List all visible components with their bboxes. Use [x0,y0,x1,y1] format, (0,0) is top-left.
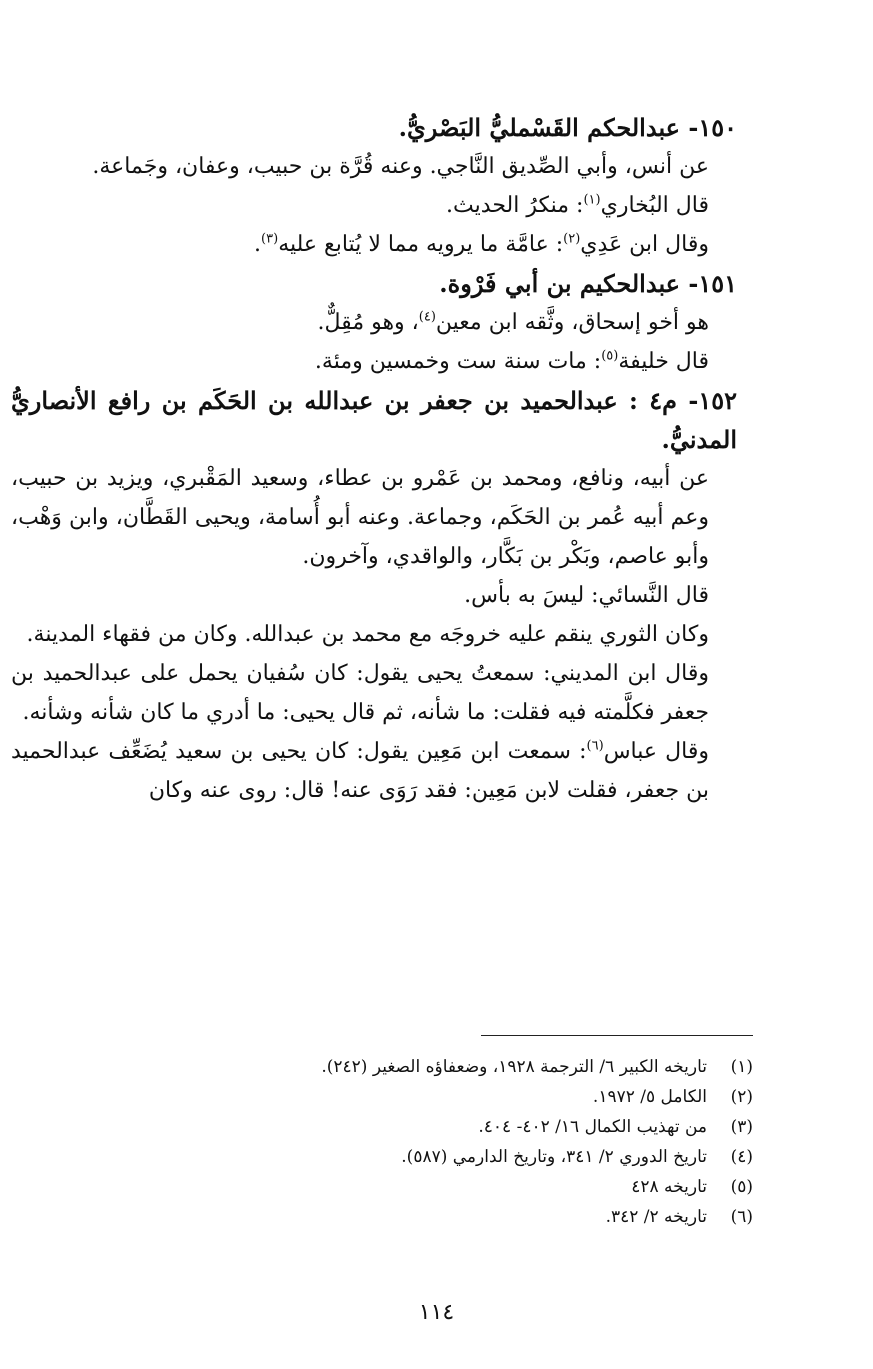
footnote [53,1202,753,1232]
footnote-ref: (٦) [586,738,604,754]
footnote [53,1142,753,1172]
paragraph [11,303,753,342]
footnote-text: تاريخ الدوري ٢/ ٣٤١، وتاريخ الدارمي (٥٨٧). [401,1147,707,1167]
text-segment: عن أنس، وأبي الصِّديق النَّاجي. وعنه قُرَّة بن حبيب، وعفان، وجَماعة. [92,154,709,179]
paragraph [11,186,753,225]
footnote-text: تاريخه الكبير ٦/ الترجمة ١٩٢٨، وضعفاؤه الصغير (٢٤٢). [321,1057,707,1077]
footnote-text: تاريخه ٢/ ٣٤٢. [605,1207,707,1227]
footnote-text: الكامل ٥/ ١٩٧٢. [592,1087,707,1107]
text-segment: هو أخو إسحاق، وثَّقه ابن معين [435,310,709,335]
footnote-number: (٥) [730,1177,753,1197]
text-segment: قال البُخاري [600,193,709,218]
footnote-text: من تهذيب الكمال ١٦/ ٤٠٢- ٤٠٤. [478,1117,707,1137]
text-segment: . [254,232,262,257]
paragraph [11,732,753,810]
text-segment: قال خليفة [618,349,709,374]
paragraph [11,225,753,264]
paragraph [11,342,753,381]
footnote-number: (٢) [730,1087,753,1107]
text-segment: : منكرُ الحديث. [446,193,584,218]
footnote [53,1082,753,1112]
footnote [53,1172,753,1202]
footnote-ref: (٣) [261,231,279,247]
footnote-text: تاريخه ٤٢٨ [631,1177,707,1197]
footnote-ref: (٤) [418,309,436,325]
entry-heading: ١٥٠- عبدالحكم القَسْمليُّ البَصْريُّ. [398,113,737,142]
footnote [53,1052,753,1082]
footnote-number: (٣) [730,1117,753,1137]
text-segment: وقال عباس [603,739,709,764]
text-segment: وكان الثوري ينقم عليه خروجَه مع محمد بن عبدالله. وكان من فقهاء المدينة. [26,622,709,647]
text-segment: : سمعت ابن مَعِين يقول: كان يحيى بن سعيد يُضَعِّف عبدالحميد بن جعفر، فقلت لابن مَعِين: فقد رَوَى عنه! قال: روى عنه وكان [11,739,709,803]
paragraph [11,576,753,615]
footnote-ref: (٥) [601,348,619,364]
paragraph [11,459,753,576]
text-segment: : عامَّة ما يرويه مما لا يُتابع عليه [278,232,564,257]
main-text [11,108,753,810]
footnote [53,1112,753,1142]
page-number: ١١٤ [418,1300,455,1325]
paragraph [11,654,753,732]
text-segment: عن أبيه، ونافع، ومحمد بن عَمْرو بن عطاء، وسعيد المَقْبري، ويزيد بن حبيب، وعم أبيه عُمر بن الحَكَم، وجماعة. وعنه أبو أُسامة، ويحيى القَطَّان، وابن وَهْب، وأبو عاصم، وبَكْر بن بَكَّار، والواقدي، وآخرون. [11,466,709,569]
entry-heading: ١٥١- عبدالحكيم بن أبي فَرْوة. [439,269,737,298]
footnote-separator [481,1035,753,1036]
text-segment: ، وهو مُقِلٌّ. [317,310,419,335]
text-segment: وقال ابن المديني: سمعتُ يحيى يقول: كان سُفيان يحمل على عبدالحميد بن جعفر فكلَّمته فيه فقلت: ما شأنه، ثم قال يحيى: ما أدري ما كان شأنه وشأنه. [11,661,709,725]
text-segment: قال النَّسائي: ليسَ به بأس. [464,583,709,608]
footnote-number: (٦) [730,1207,753,1227]
text-segment: : مات سنة ست وخمسين ومئة. [314,349,602,374]
footnote-ref: (٢) [563,231,581,247]
footnote-number: (١) [730,1057,753,1077]
footnotes [53,1052,753,1232]
footnote-number: (٤) [730,1147,753,1167]
footnote-ref: (١) [583,192,601,208]
entry-heading: ١٥٢- م٤ : عبدالحميد بن جعفر بن عبدالله بن الحَكَم بن رافع الأنصاريُّ المدنيُّ. [11,386,737,454]
paragraph [11,147,753,186]
text-segment: وقال ابن عَدِي [580,232,709,257]
paragraph [11,615,753,654]
